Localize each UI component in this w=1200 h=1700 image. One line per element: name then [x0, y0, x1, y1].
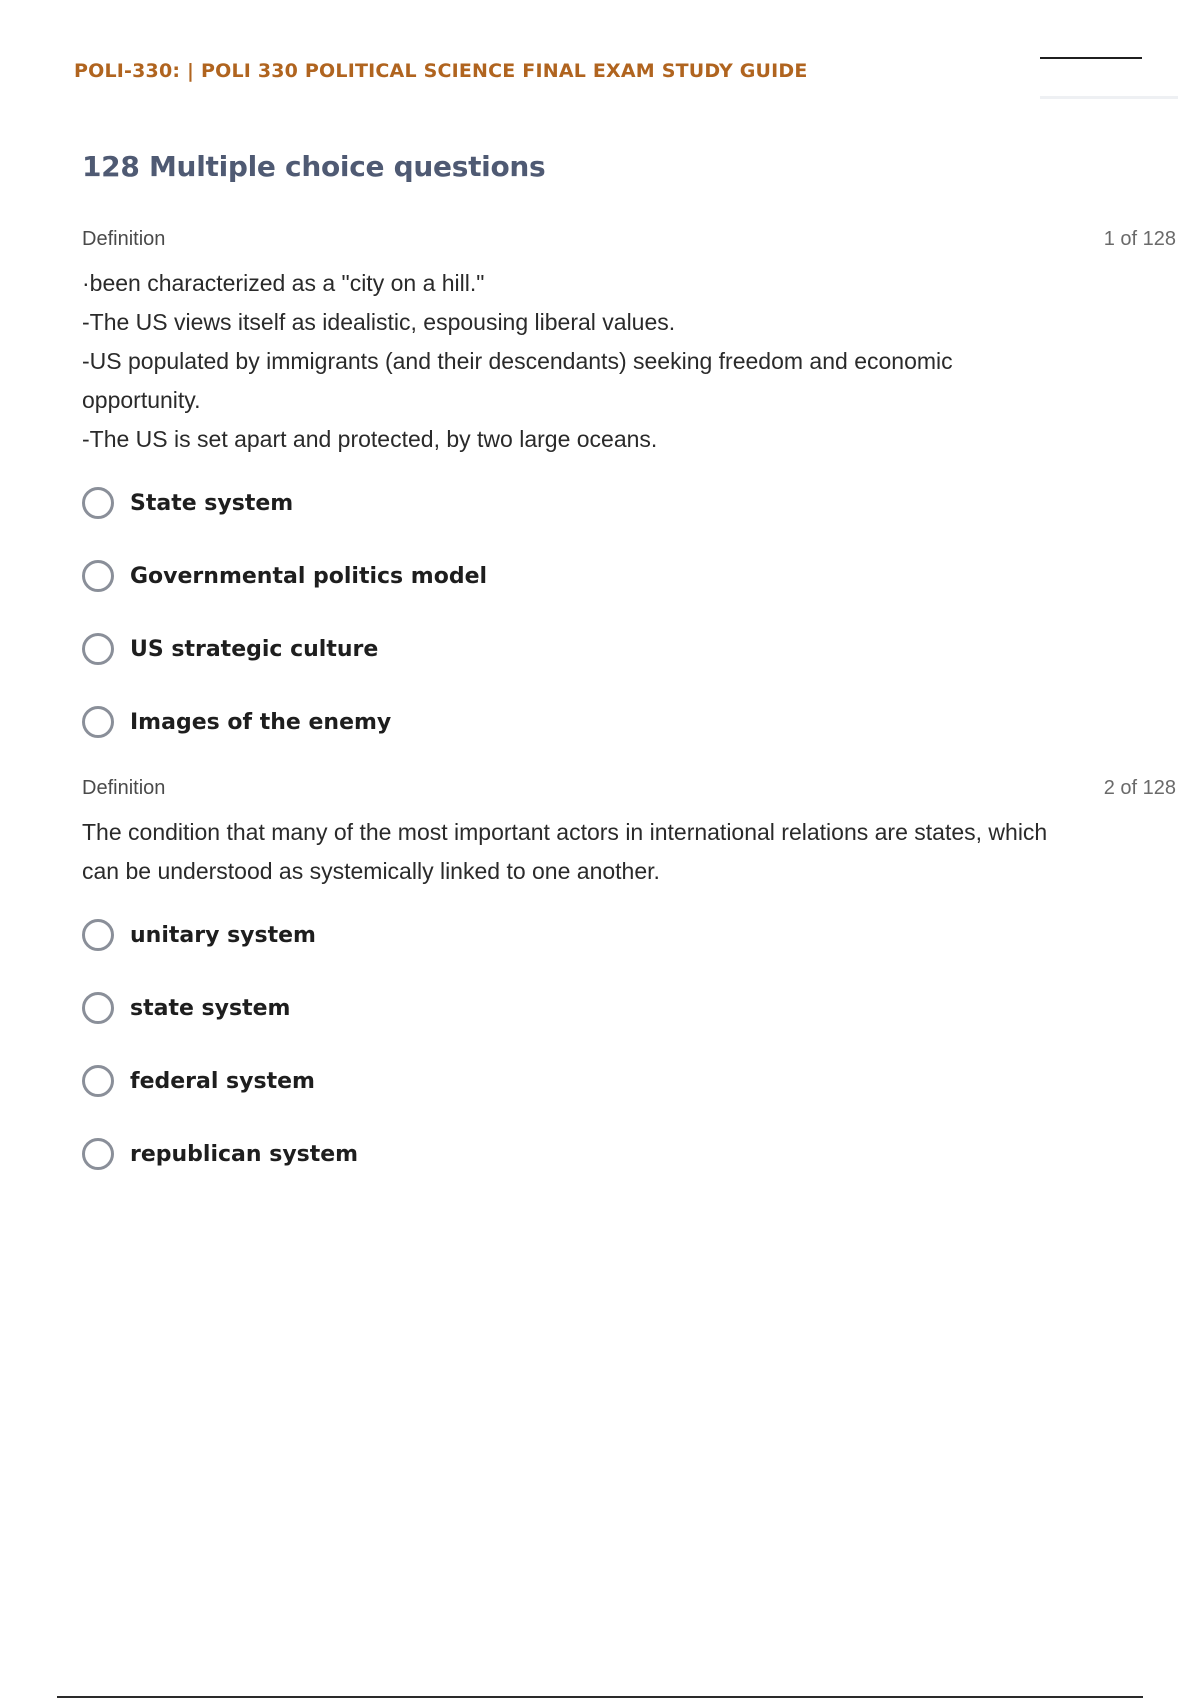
answer-option-label[interactable]: State system	[130, 490, 294, 516]
question-type-label: Definition	[82, 228, 166, 250]
definition-line: opportunity.	[82, 387, 201, 413]
answer-option[interactable]	[82, 1136, 1176, 1172]
answer-option-label[interactable]: US strategic culture	[130, 636, 379, 662]
radio-button[interactable]	[82, 633, 114, 665]
footer-divider	[57, 1696, 1143, 1698]
question-definition-text	[82, 813, 1176, 891]
radio-button[interactable]	[82, 919, 114, 951]
radio-button[interactable]	[82, 992, 114, 1024]
radio-button[interactable]	[82, 487, 114, 519]
answer-option-label[interactable]: unitary system	[130, 922, 316, 948]
answer-option[interactable]	[82, 558, 1176, 594]
header-divider-light	[1040, 96, 1178, 99]
section-heading: 128 Multiple choice questions	[82, 150, 546, 183]
answer-option[interactable]	[82, 1063, 1176, 1099]
answer-option[interactable]	[82, 631, 1176, 667]
definition-line: -US populated by immigrants (and their descendants) seeking freedom and economic	[82, 348, 953, 374]
answer-option[interactable]	[82, 704, 1176, 740]
question-card	[82, 777, 1176, 1209]
definition-line: The condition that many of the most important actors in international relations are states, which	[82, 819, 1048, 845]
radio-button[interactable]	[82, 1065, 114, 1097]
question-counter: 2 of 128	[1103, 777, 1176, 799]
answer-options	[82, 917, 1176, 1172]
answer-option[interactable]	[82, 917, 1176, 953]
header-divider	[1040, 57, 1142, 59]
answer-option-label[interactable]: republican system	[130, 1141, 359, 1167]
radio-button[interactable]	[82, 1138, 114, 1170]
question-definition-text	[82, 264, 1176, 459]
answer-options	[82, 485, 1176, 740]
definition-line: ·been characterized as a "city on a hill."	[82, 270, 485, 296]
definition-line: -The US views itself as idealistic, espousing liberal values.	[82, 309, 676, 335]
definition-line: can be understood as systemically linked to one another.	[82, 858, 660, 884]
question-meta	[82, 777, 1176, 805]
question-meta	[82, 228, 1176, 256]
question-card	[82, 228, 1176, 777]
answer-option[interactable]	[82, 485, 1176, 521]
radio-button[interactable]	[82, 706, 114, 738]
document-header-title: POLI-330: | POLI 330 POLITICAL SCIENCE FINAL EXAM STUDY GUIDE	[74, 60, 808, 82]
answer-option[interactable]	[82, 990, 1176, 1026]
question-counter: 1 of 128	[1103, 228, 1176, 250]
answer-option-label[interactable]: Governmental politics model	[130, 563, 488, 589]
radio-button[interactable]	[82, 560, 114, 592]
answer-option-label[interactable]: Images of the enemy	[130, 709, 392, 735]
definition-line: -The US is set apart and protected, by two large oceans.	[82, 426, 658, 452]
question-type-label: Definition	[82, 777, 166, 799]
answer-option-label[interactable]: state system	[130, 995, 291, 1021]
answer-option-label[interactable]: federal system	[130, 1068, 315, 1094]
